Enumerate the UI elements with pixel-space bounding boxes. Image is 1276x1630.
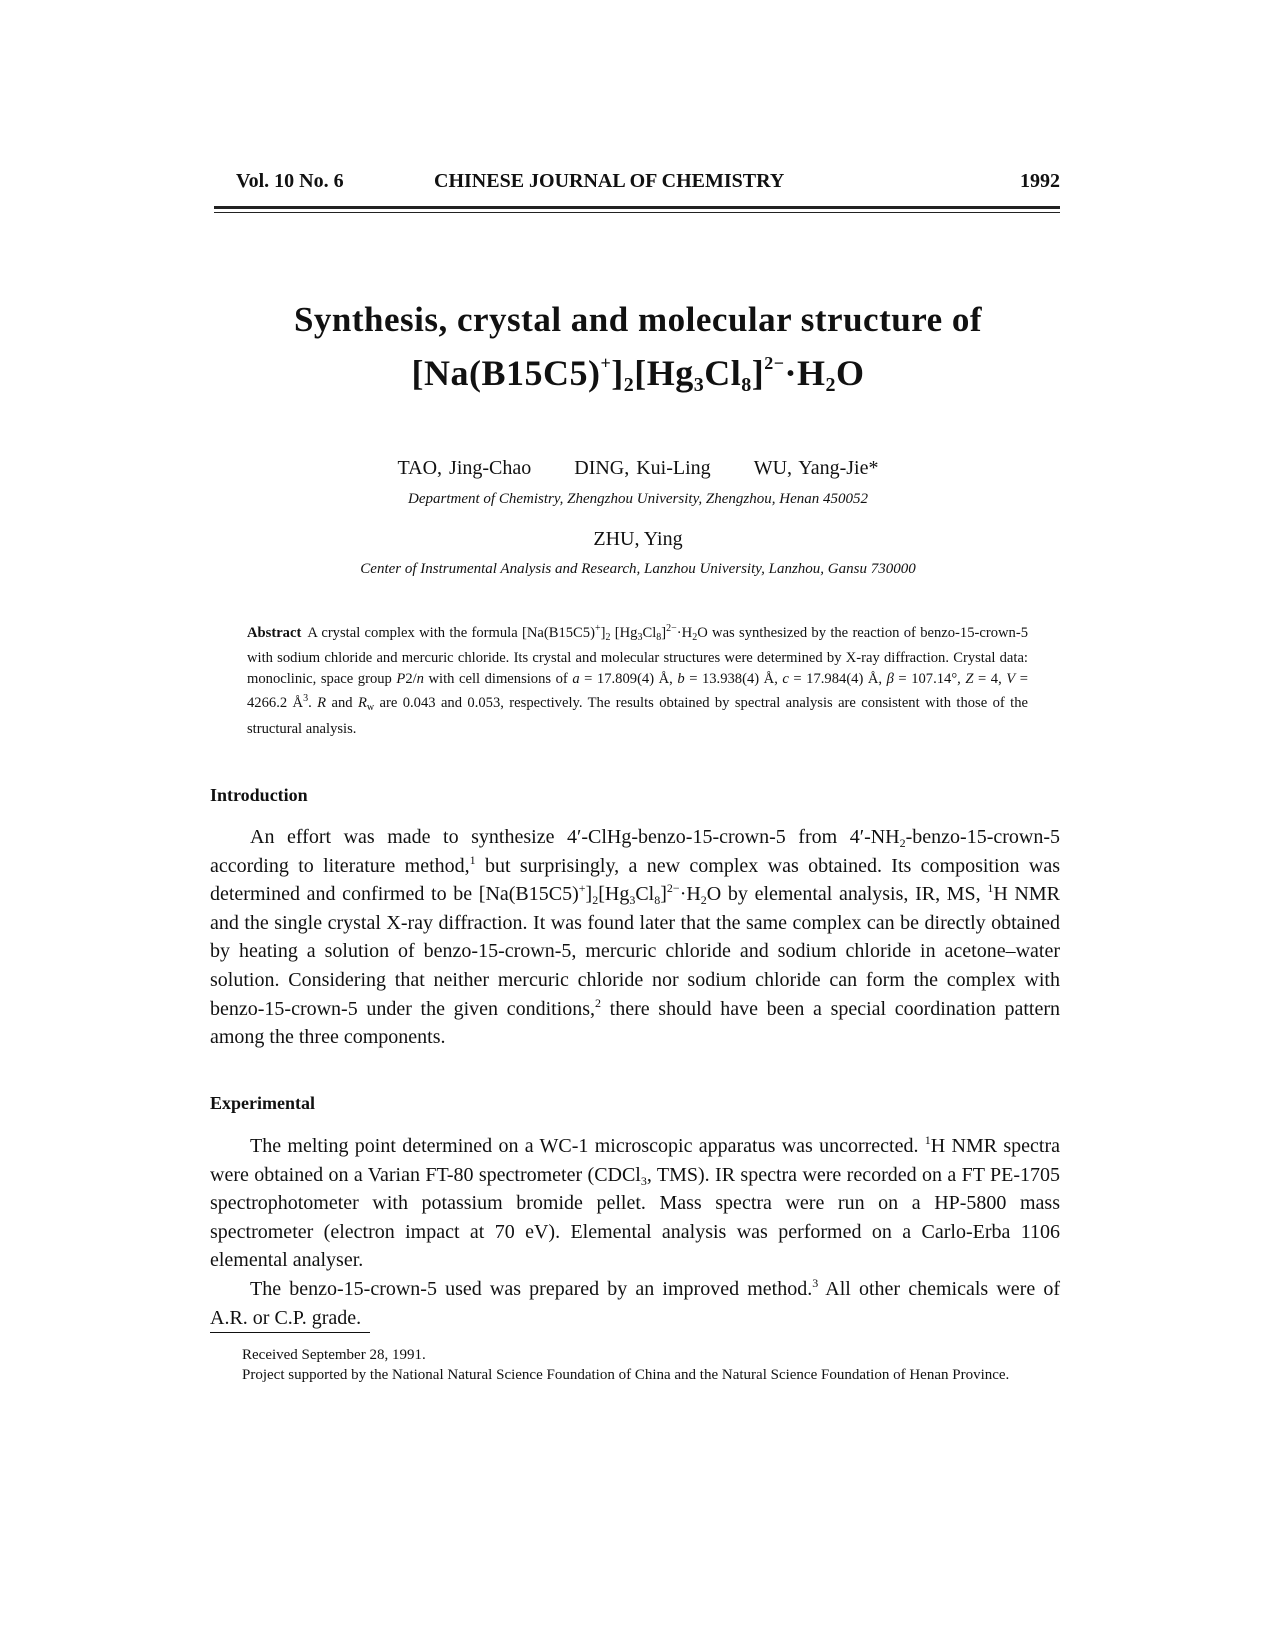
abstract-text: A crystal complex with the formula $[Na(B15C5)^+]_2$ $[Hg_3Cl_8]^{2-}\cdot H_2O$ was synthesized by the reaction of benzo-15-crown-5 with sodium chloride and mercuric chloride. Its crystal and molecular structures were determined by X-ray diffraction. Crystal data: monoclinic, space group P2/n with cell dimensions of a = 17.809(4) Å, b = 13.938(4) Å, c = 17.984(4) Å, β = 107.14°, Z = 4, V = 4266.2 $Å^3$. R and $R_w$ are 0.043 and 0.053, respectively. The results obtained by spectral analysis are consistent with those of the structural analysis. bbox=[247, 623, 1028, 737]
header-rule-thick bbox=[214, 206, 1060, 209]
paper-title-formula: $[Na(B15C5)^+]_2[Hg_3Cl_8]^{2-}\cdot H_2O$ bbox=[411, 353, 865, 396]
paper-title: Synthesis, crystal and molecular structure of bbox=[293, 300, 983, 339]
footnotes bbox=[210, 1345, 1060, 1385]
volume-issue: Vol. 10 No. 6 bbox=[236, 170, 344, 192]
header-rule-thin bbox=[214, 212, 1060, 213]
running-head bbox=[236, 170, 1060, 200]
section-heading-introduction: Introduction bbox=[210, 785, 308, 805]
journal-name: CHINESE JOURNAL OF CHEMISTRY bbox=[434, 170, 785, 192]
author-line bbox=[150, 457, 1126, 480]
author-tao: TAO, Jing-Chao bbox=[397, 457, 532, 479]
introduction-text: An effort was made to synthesize 4′-ClHg-benzo-15-crown-5 from $4'-NH_2-benzo-15-crown-5$ according to literature method,$^1$ but surprisingly, a new complex was obtained. Its composition was determined and confirmed to be $[Na(B15C5)^+]_2[Hg_3Cl_8]^{2-}\cdot H_2O$ by elemental analysis, IR, MS, $^1$H NMR and the single crystal X-ray diffraction. It was found later that the same complex can be directly obtained by heating a solution of benzo-15-crown-5, mercuric chloride and sodium chloride in acetone–water solution. Considering that neither mercuric chloride nor sodium chloride can form the complex with benzo-15-crown-5 under the given conditions,$^2$ there should have been a special coordination pattern among the three components. bbox=[210, 826, 1061, 1049]
experimental-text: The melting point determined on a WC-1 microscopic apparatus was uncorrected. $^1$H NMR spectra were obtained on a Varian FT-80 spectrometer (CDCl$_3$, TMS). IR spectra were recorded on a FT PE-1705 spectrophotometer with potassium bromide pellet. Mass spectra were run on a HP-5800 mass spectrometer (electron impact at 70 eV). Elemental analysis was performed on a Carlo-Erba 1106 elemental analyser. The benzo-15-crown-5 used was prepared by an improved method.$^3$ All other chemicals were of A.R. or C.P. grade. bbox=[210, 1133, 1061, 1329]
footnote-received: Received September 28, 1991. bbox=[242, 1347, 426, 1363]
abstract bbox=[247, 619, 1028, 739]
affiliation-lanzhou: Center of Instrumental Analysis and Research, Lanzhou University, Lanzhou, Gansu 730000 bbox=[360, 561, 916, 577]
footnote-support: Project supported by the National Natural Science Foundation of China and the Natural Science Foundation of Henan Province. bbox=[242, 1367, 1010, 1383]
author-zhu: ZHU, Ying bbox=[593, 528, 683, 550]
publication-year: 1992 bbox=[1020, 170, 1060, 192]
section-heading-experimental: Experimental bbox=[210, 1093, 315, 1113]
abstract-label: Abstract bbox=[247, 625, 302, 641]
author-ding: DING, Kui-Ling bbox=[574, 457, 711, 479]
footnote-rule bbox=[210, 1332, 370, 1333]
author-wu: WU, Yang-Jie* bbox=[753, 457, 879, 479]
affiliation-zhengzhou: Department of Chemistry, Zhengzhou University, Zhengzhou, Henan 450052 bbox=[408, 491, 868, 507]
